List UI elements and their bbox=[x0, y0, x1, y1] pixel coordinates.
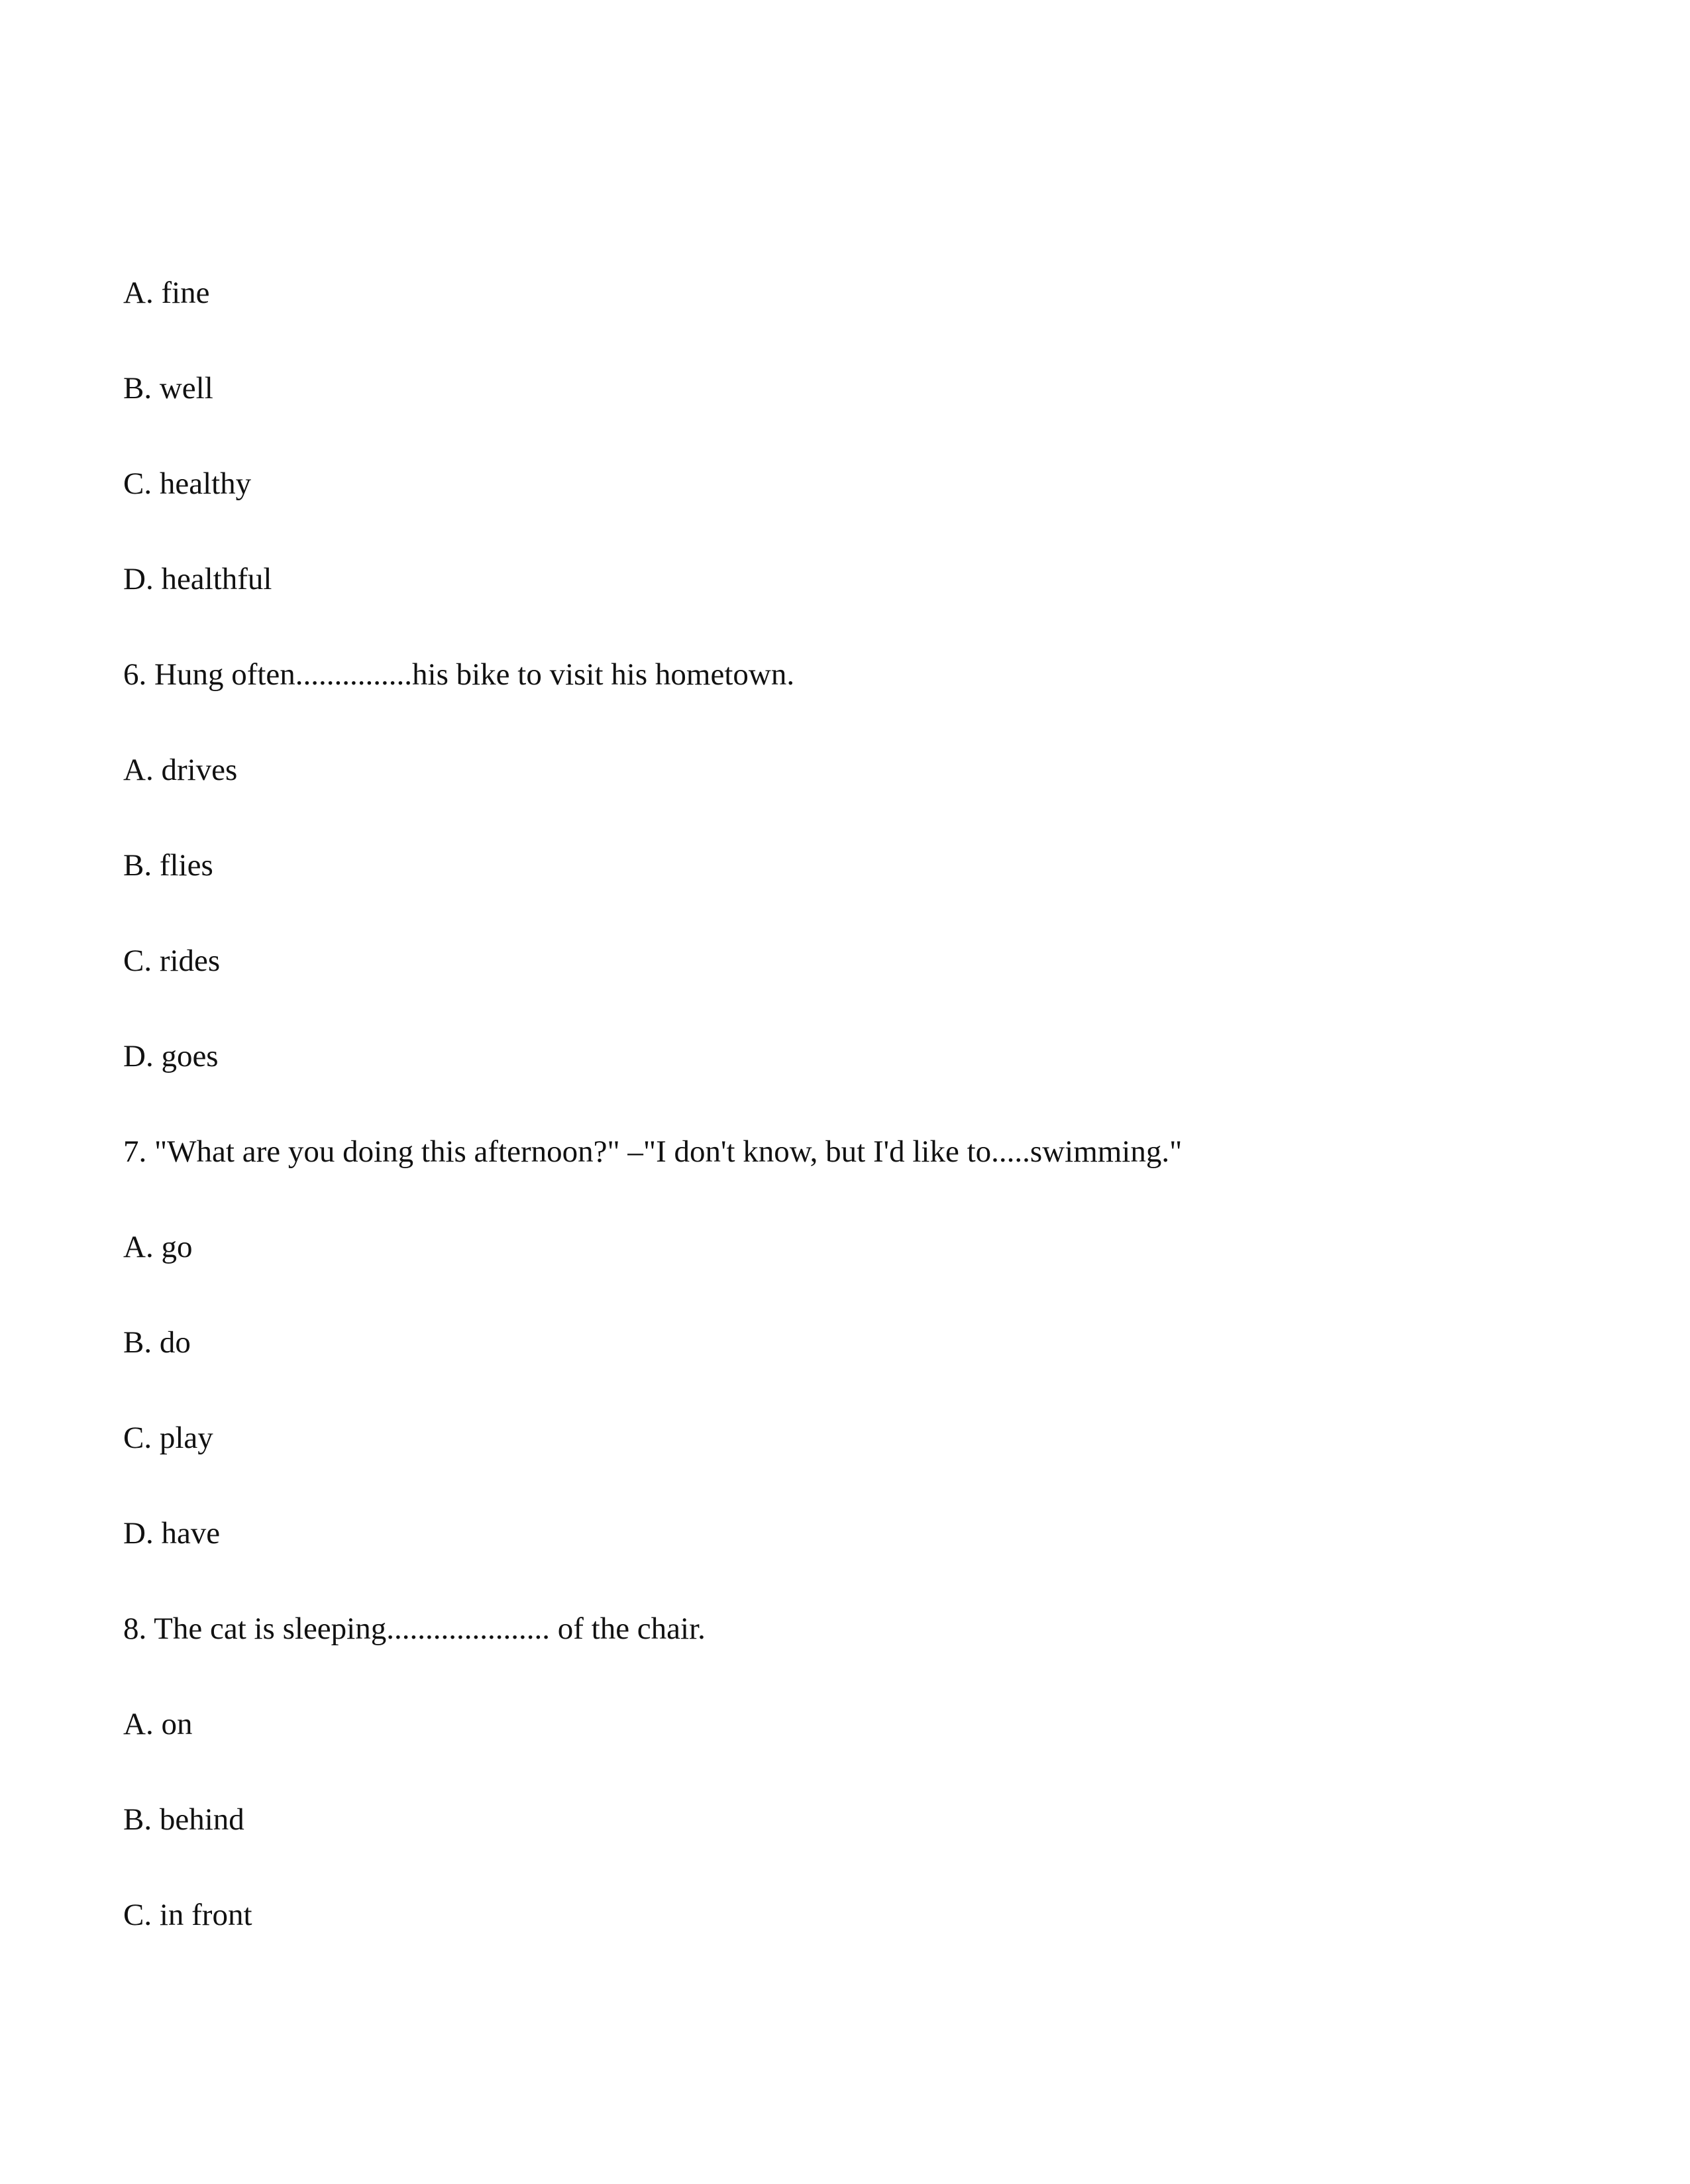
q8-option-b: B. behind bbox=[123, 1802, 244, 1837]
q6-option-b: B. flies bbox=[123, 848, 213, 883]
q6-stem: 6. Hung often...............his bike to visit his hometown. bbox=[123, 657, 795, 692]
q5-option-d: D. healthful bbox=[123, 562, 272, 596]
q5-option-a: A. fine bbox=[123, 276, 210, 310]
q8-stem: 8. The cat is sleeping..................... of the chair. bbox=[123, 1611, 706, 1646]
q8-option-c: C. in front bbox=[123, 1898, 252, 1932]
q5-option-b: B. well bbox=[123, 371, 213, 406]
q7-option-a: A. go bbox=[123, 1230, 193, 1264]
q6-option-c: C. rides bbox=[123, 944, 221, 978]
q5-option-c: C. healthy bbox=[123, 466, 252, 501]
q6-option-a: A. drives bbox=[123, 753, 238, 787]
q7-option-d: D. have bbox=[123, 1516, 221, 1551]
q6-option-d: D. goes bbox=[123, 1039, 219, 1073]
q7-option-b: B. do bbox=[123, 1325, 191, 1360]
q8-option-a: A. on bbox=[123, 1707, 193, 1741]
q7-option-c: C. play bbox=[123, 1421, 213, 1455]
q7-stem: 7. "What are you doing this afternoon?" –"I don't know, but I'd like to.....swimming." bbox=[123, 1134, 1183, 1169]
